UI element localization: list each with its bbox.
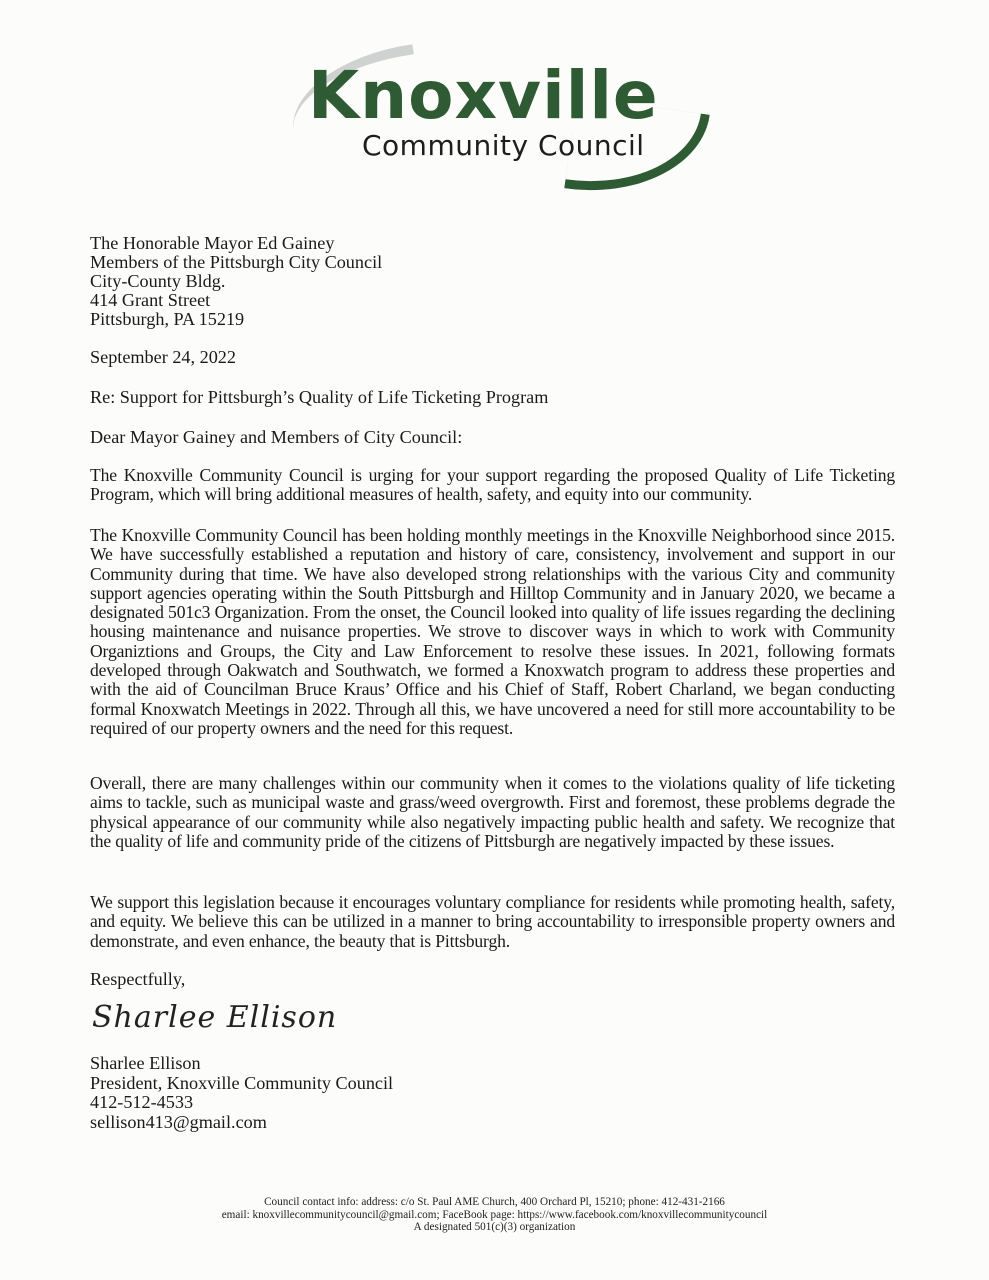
footer-contact-info — [0, 1196, 989, 1234]
salutation: Dear Mayor Gainey and Members of City Council: — [90, 427, 463, 447]
signature-block — [90, 1054, 895, 1132]
recipient-line: City-County Bldg. — [90, 271, 226, 291]
subject-line: Re: Support for Pittsburgh’s Quality of Life Ticketing Program — [90, 387, 549, 407]
recipient-line: Members of the Pittsburgh City Council — [90, 252, 383, 272]
body-paragraph: The Knoxville Community Council is urging for your support regarding the proposed Quality of Life Ticketing Program, which will bring additional measures of health, safety, and equity into our community. — [90, 465, 895, 505]
footer-line: A designated 501(c)(3) organization — [413, 1221, 576, 1233]
body-paragraph: The Knoxville Community Council has been holding monthly meetings in the Knoxville Neighborhood since 2015. We have successfully established a reputation and history of care, consistency, involvement and support in our Community during that time. We have also developed strong relationships with the various City and community support agencies operating within the South Pittsburgh and Hilltop Community and in January 2020, we became a designated 501c3 Organization. From the onset, the Council looked into quality of life issues regarding the declining housing maintenance and nuisance properties. We strove to discover ways in which to work with Community Organiztions and Groups, the City and Law Enforcement to resolve these issues. In 2021, following formats developed through Oakwatch and Southwatch, we formed a Knoxwatch program to address these properties and with the aid of Councilman Bruce Kraus’ Office and his Chief of Staff, Robert Charland, we began conducting formal Knoxwatch Meetings in 2022. Through all this, we have uncovered a need for still more accountability to be required of our property owners and the need for this request. — [90, 525, 895, 738]
footer-line: Council contact info: address: c/o St. Paul AME Church, 400 Orchard Pl, 15210; phone: 412-431-2166 — [264, 1196, 725, 1208]
letterhead-logo — [280, 45, 710, 195]
body-paragraph: We support this legislation because it encourages voluntary compliance for residents while promoting health, safety, and equity. We believe this can be utilized in a manner to bring accountability to irresponsible property owners and demonstrate, and even enhance, the beauty that is Pittsburgh. — [90, 892, 895, 951]
org-subtitle: Community Council — [362, 129, 645, 162]
body-paragraph: Overall, there are many challenges within our community when it comes to the violations quality of life ticketing aims to tackle, such as municipal waste and grass/weed overgrowth. First and foremost, these problems degrade the physical appearance of our community while also negatively impacting public health and safety. We recognize that the quality of life and community pride of the citizens of Pittsburgh are negatively impacted by these issues. — [90, 773, 895, 851]
letter-date: September 24, 2022 — [90, 347, 236, 367]
signer-phone: 412-512-4533 — [90, 1092, 194, 1112]
recipient-line: The Honorable Mayor Ed Gainey — [90, 233, 335, 253]
recipient-line: Pittsburgh, PA 15219 — [90, 309, 245, 329]
signer-email: sellison413@gmail.com — [90, 1111, 267, 1132]
signer-title: President, Knoxville Community Council — [90, 1072, 394, 1093]
footer-line: email: knoxvillecommunitycouncil@gmail.com; FaceBook page: https://www.facebook.com/knoxvillecommunitycouncil — [221, 1208, 768, 1221]
signature-script: Sharlee Ellison — [92, 1000, 338, 1035]
signer-name: Sharlee Ellison — [90, 1053, 201, 1073]
recipient-line: 414 Grant Street — [90, 290, 211, 310]
recipient-address — [90, 234, 895, 329]
closing: Respectfully, — [90, 969, 186, 989]
logo-swoosh-bottom — [564, 96, 710, 207]
org-name: Knoxville — [308, 57, 659, 134]
